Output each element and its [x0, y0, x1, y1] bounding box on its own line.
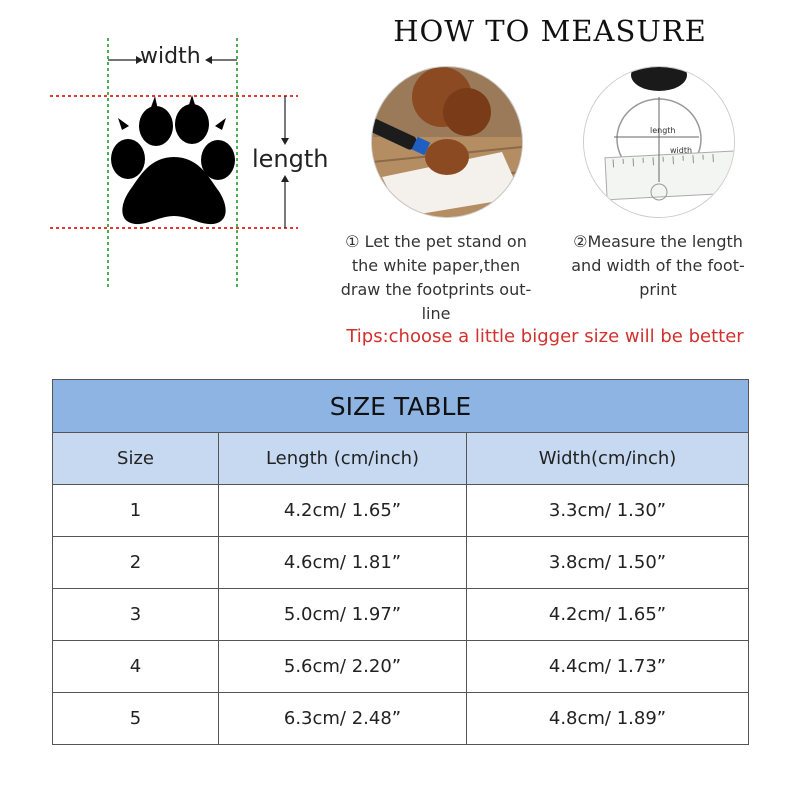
photo-dog-paw-tracing	[371, 66, 523, 218]
cell-length: 4.6cm/ 1.81”	[219, 537, 467, 589]
table-row	[53, 537, 749, 589]
cell-size: 1	[53, 485, 219, 537]
table-row	[53, 693, 749, 745]
photo-width-text: width	[670, 146, 693, 155]
paw-print-icon	[111, 95, 235, 224]
length-label: length	[252, 145, 329, 173]
width-label: width	[140, 44, 201, 69]
cell-size: 2	[53, 537, 219, 589]
cell-size: 4	[53, 641, 219, 693]
step-1-text: ① Let the pet stand on the white paper,then draw the footprints out-line	[340, 232, 532, 323]
cell-width: 4.4cm/ 1.73”	[467, 641, 749, 693]
cell-length: 4.2cm/ 1.65”	[219, 485, 467, 537]
tips-text: Tips:choose a little bigger size will be better	[346, 326, 744, 347]
cell-width: 4.8cm/ 1.89”	[467, 693, 749, 745]
size-table-title: SIZE TABLE	[53, 380, 749, 433]
photo-ruler-measurement	[583, 66, 735, 218]
header-length: Length (cm/inch)	[219, 433, 467, 485]
table-row	[53, 485, 749, 537]
table-row	[53, 589, 749, 641]
cell-width: 3.8cm/ 1.50”	[467, 537, 749, 589]
step-2-text: ②Measure the length and width of the foot-print	[571, 232, 745, 299]
cell-width: 4.2cm/ 1.65”	[467, 589, 749, 641]
header-size: Size	[53, 433, 219, 485]
cell-length: 5.0cm/ 1.97”	[219, 589, 467, 641]
page-title: HOW TO MEASURE	[393, 14, 707, 48]
cell-length: 5.6cm/ 2.20”	[219, 641, 467, 693]
cell-length: 6.3cm/ 2.48”	[219, 693, 467, 745]
photo-length-text: length	[650, 126, 676, 135]
header-width: Width(cm/inch)	[467, 433, 749, 485]
cell-size: 5	[53, 693, 219, 745]
size-table	[52, 379, 749, 745]
cell-size: 3	[53, 589, 219, 641]
table-row	[53, 641, 749, 693]
cell-width: 3.3cm/ 1.30”	[467, 485, 749, 537]
